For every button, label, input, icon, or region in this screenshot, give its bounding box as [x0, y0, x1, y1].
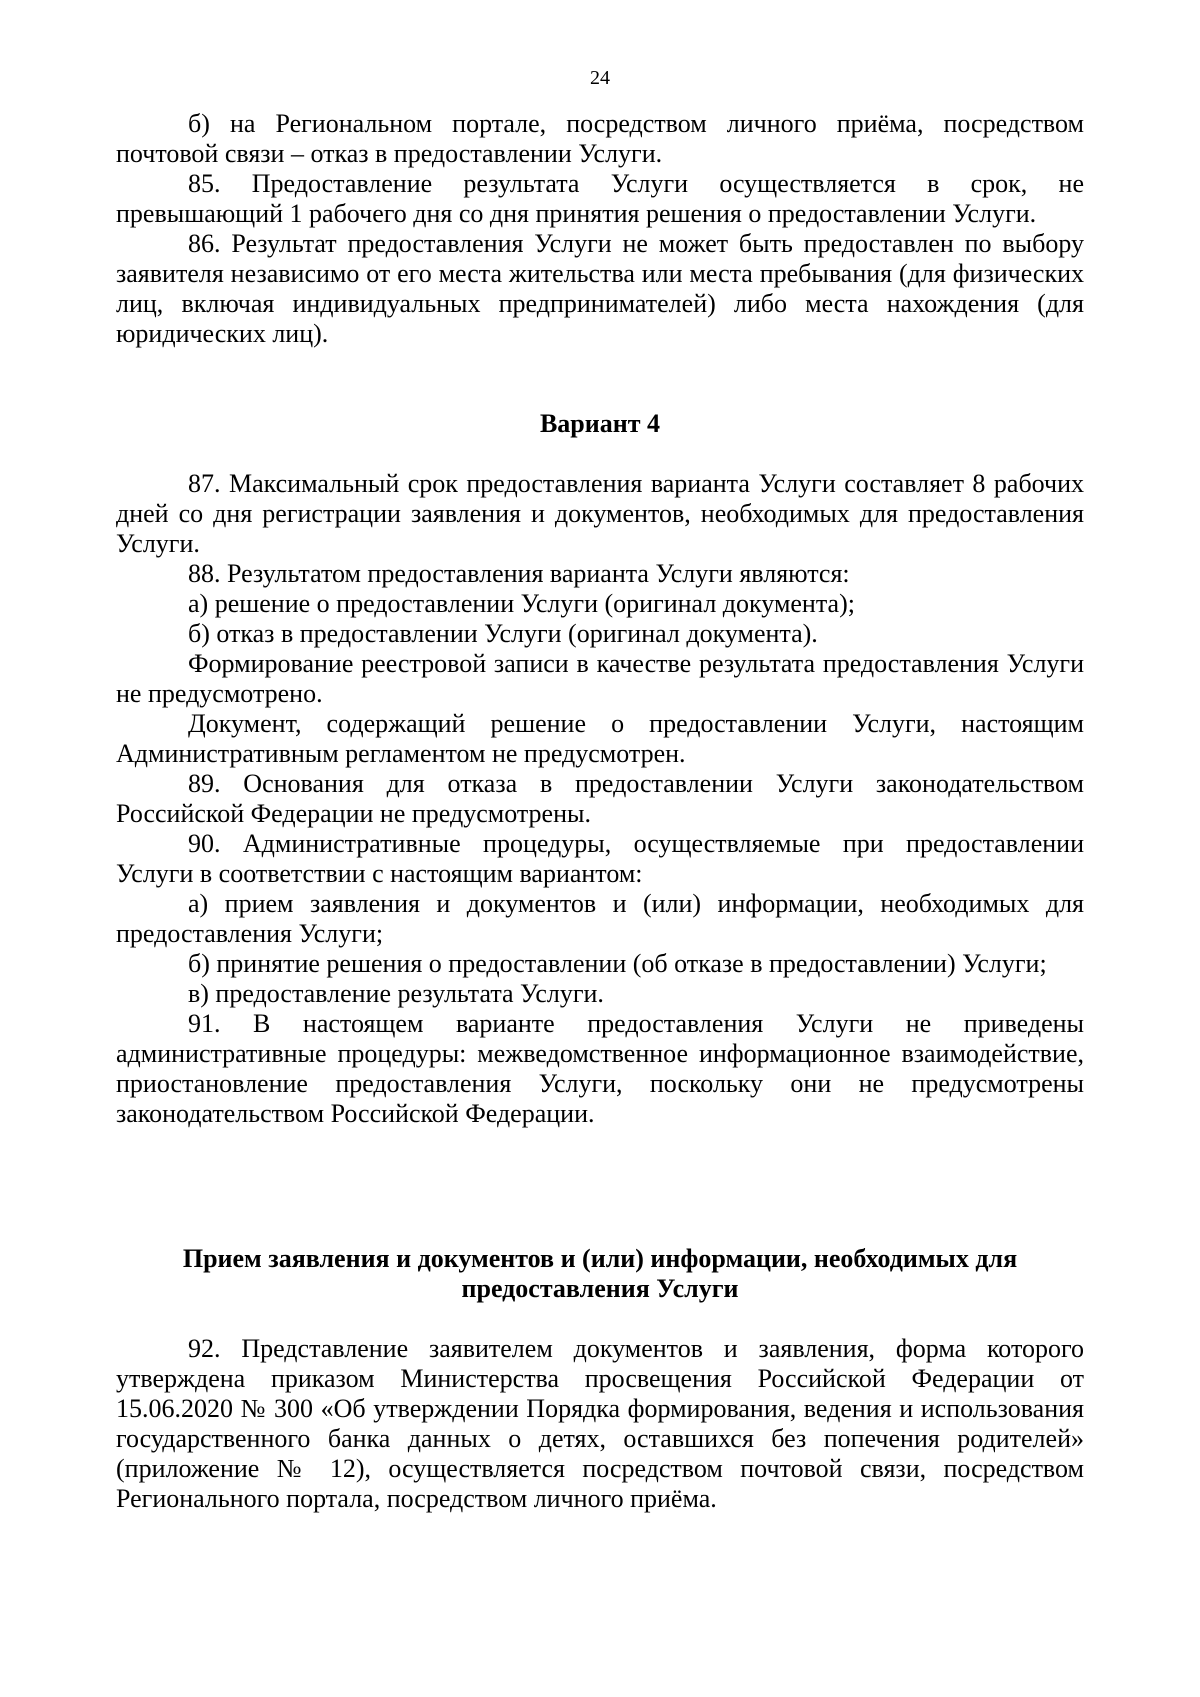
- text-block-1: [116, 109, 1084, 349]
- paragraph-b-refusal: б) на Региональном портале, посредством личного приёма, посредством почтовой связи – отказ в предоставлении Услуги.: [116, 109, 1084, 168]
- paragraph-92: 92. Представление заявителем документов и заявления, форма которого утверждена приказом Министерства просвещения Российской Федерации от 15.06.2020 № 300 «Об утверждении Порядка формирования, ведения и использования государственного банка данных о детях, оставшихся без попечения родителей» (приложение № 12), осуществляется посредством почтовой связи, посредством Регионального портала, посредством личного приёма.: [116, 1334, 1084, 1513]
- text-block-3: [116, 1334, 1084, 1514]
- paragraph-90-c: в) предоставление результата Услуги.: [188, 979, 604, 1008]
- paragraph-88-a: а) решение о предоставлении Услуги (оригинал документа);: [188, 589, 855, 618]
- paragraph-91: 91. В настоящем варианте предоставления Услуги не приведены административные процедуры: межведомственное информационное взаимодействие, приостановление предоставления Услуги, поскольку они не предусмотрены законодательством Российской Федерации.: [116, 1009, 1084, 1128]
- paragraph-89: 89. Основания для отказа в предоставлении Услуги законодательством Российской Федерации не предусмотрены.: [116, 769, 1084, 828]
- paragraph-85: 85. Предоставление результата Услуги осуществляется в срок, не превышающий 1 рабочего дня со дня принятия решения о предоставлении Услуги.: [116, 169, 1084, 228]
- heading-variant-4-text: Вариант 4: [539, 409, 661, 438]
- paragraph-88-b: б) отказ в предоставлении Услуги (оригинал документа).: [188, 619, 818, 648]
- paragraph-90-a: а) прием заявления и документов и (или) информации, необходимых для предоставления Услуги;: [116, 889, 1084, 948]
- paragraph-86: 86. Результат предоставления Услуги не может быть предоставлен по выбору заявителя независимо от его места жительства или места пребывания (для физических лиц, включая индивидуальных предпринимателей) либо места нахождения (для юридических лиц).: [116, 229, 1084, 348]
- text-block-2: [116, 469, 1084, 1129]
- paragraph-90: 90. Административные процедуры, осуществляемые при предоставлении Услуги в соответствии с настоящим вариантом:: [116, 829, 1084, 888]
- paragraph-90-b: б) принятие решения о предоставлении (об отказе в предоставлении) Услуги;: [188, 949, 1047, 978]
- paragraph-88: 88. Результатом предоставления варианта Услуги являются:: [188, 559, 850, 588]
- paragraph-87: 87. Максимальный срок предоставления варианта Услуги составляет 8 рабочих дней со дня регистрации заявления и документов, необходимых для предоставления Услуги.: [116, 469, 1084, 558]
- section-heading-reception: [116, 1244, 1084, 1304]
- heading-reception-line-2: предоставления Услуги: [461, 1274, 739, 1303]
- paragraph-registry-record: Формирование реестровой записи в качестве результата предоставления Услуги не предусмотрено.: [116, 649, 1084, 708]
- paragraph-decision-document: Документ, содержащий решение о предоставлении Услуги, настоящим Административным регламентом не предусмотрен.: [116, 709, 1084, 768]
- section-heading-variant-4: [116, 409, 1084, 439]
- page-number: 24: [590, 67, 610, 89]
- heading-reception-line-1: Прием заявления и документов и (или) информации, необходимых для: [182, 1244, 1018, 1273]
